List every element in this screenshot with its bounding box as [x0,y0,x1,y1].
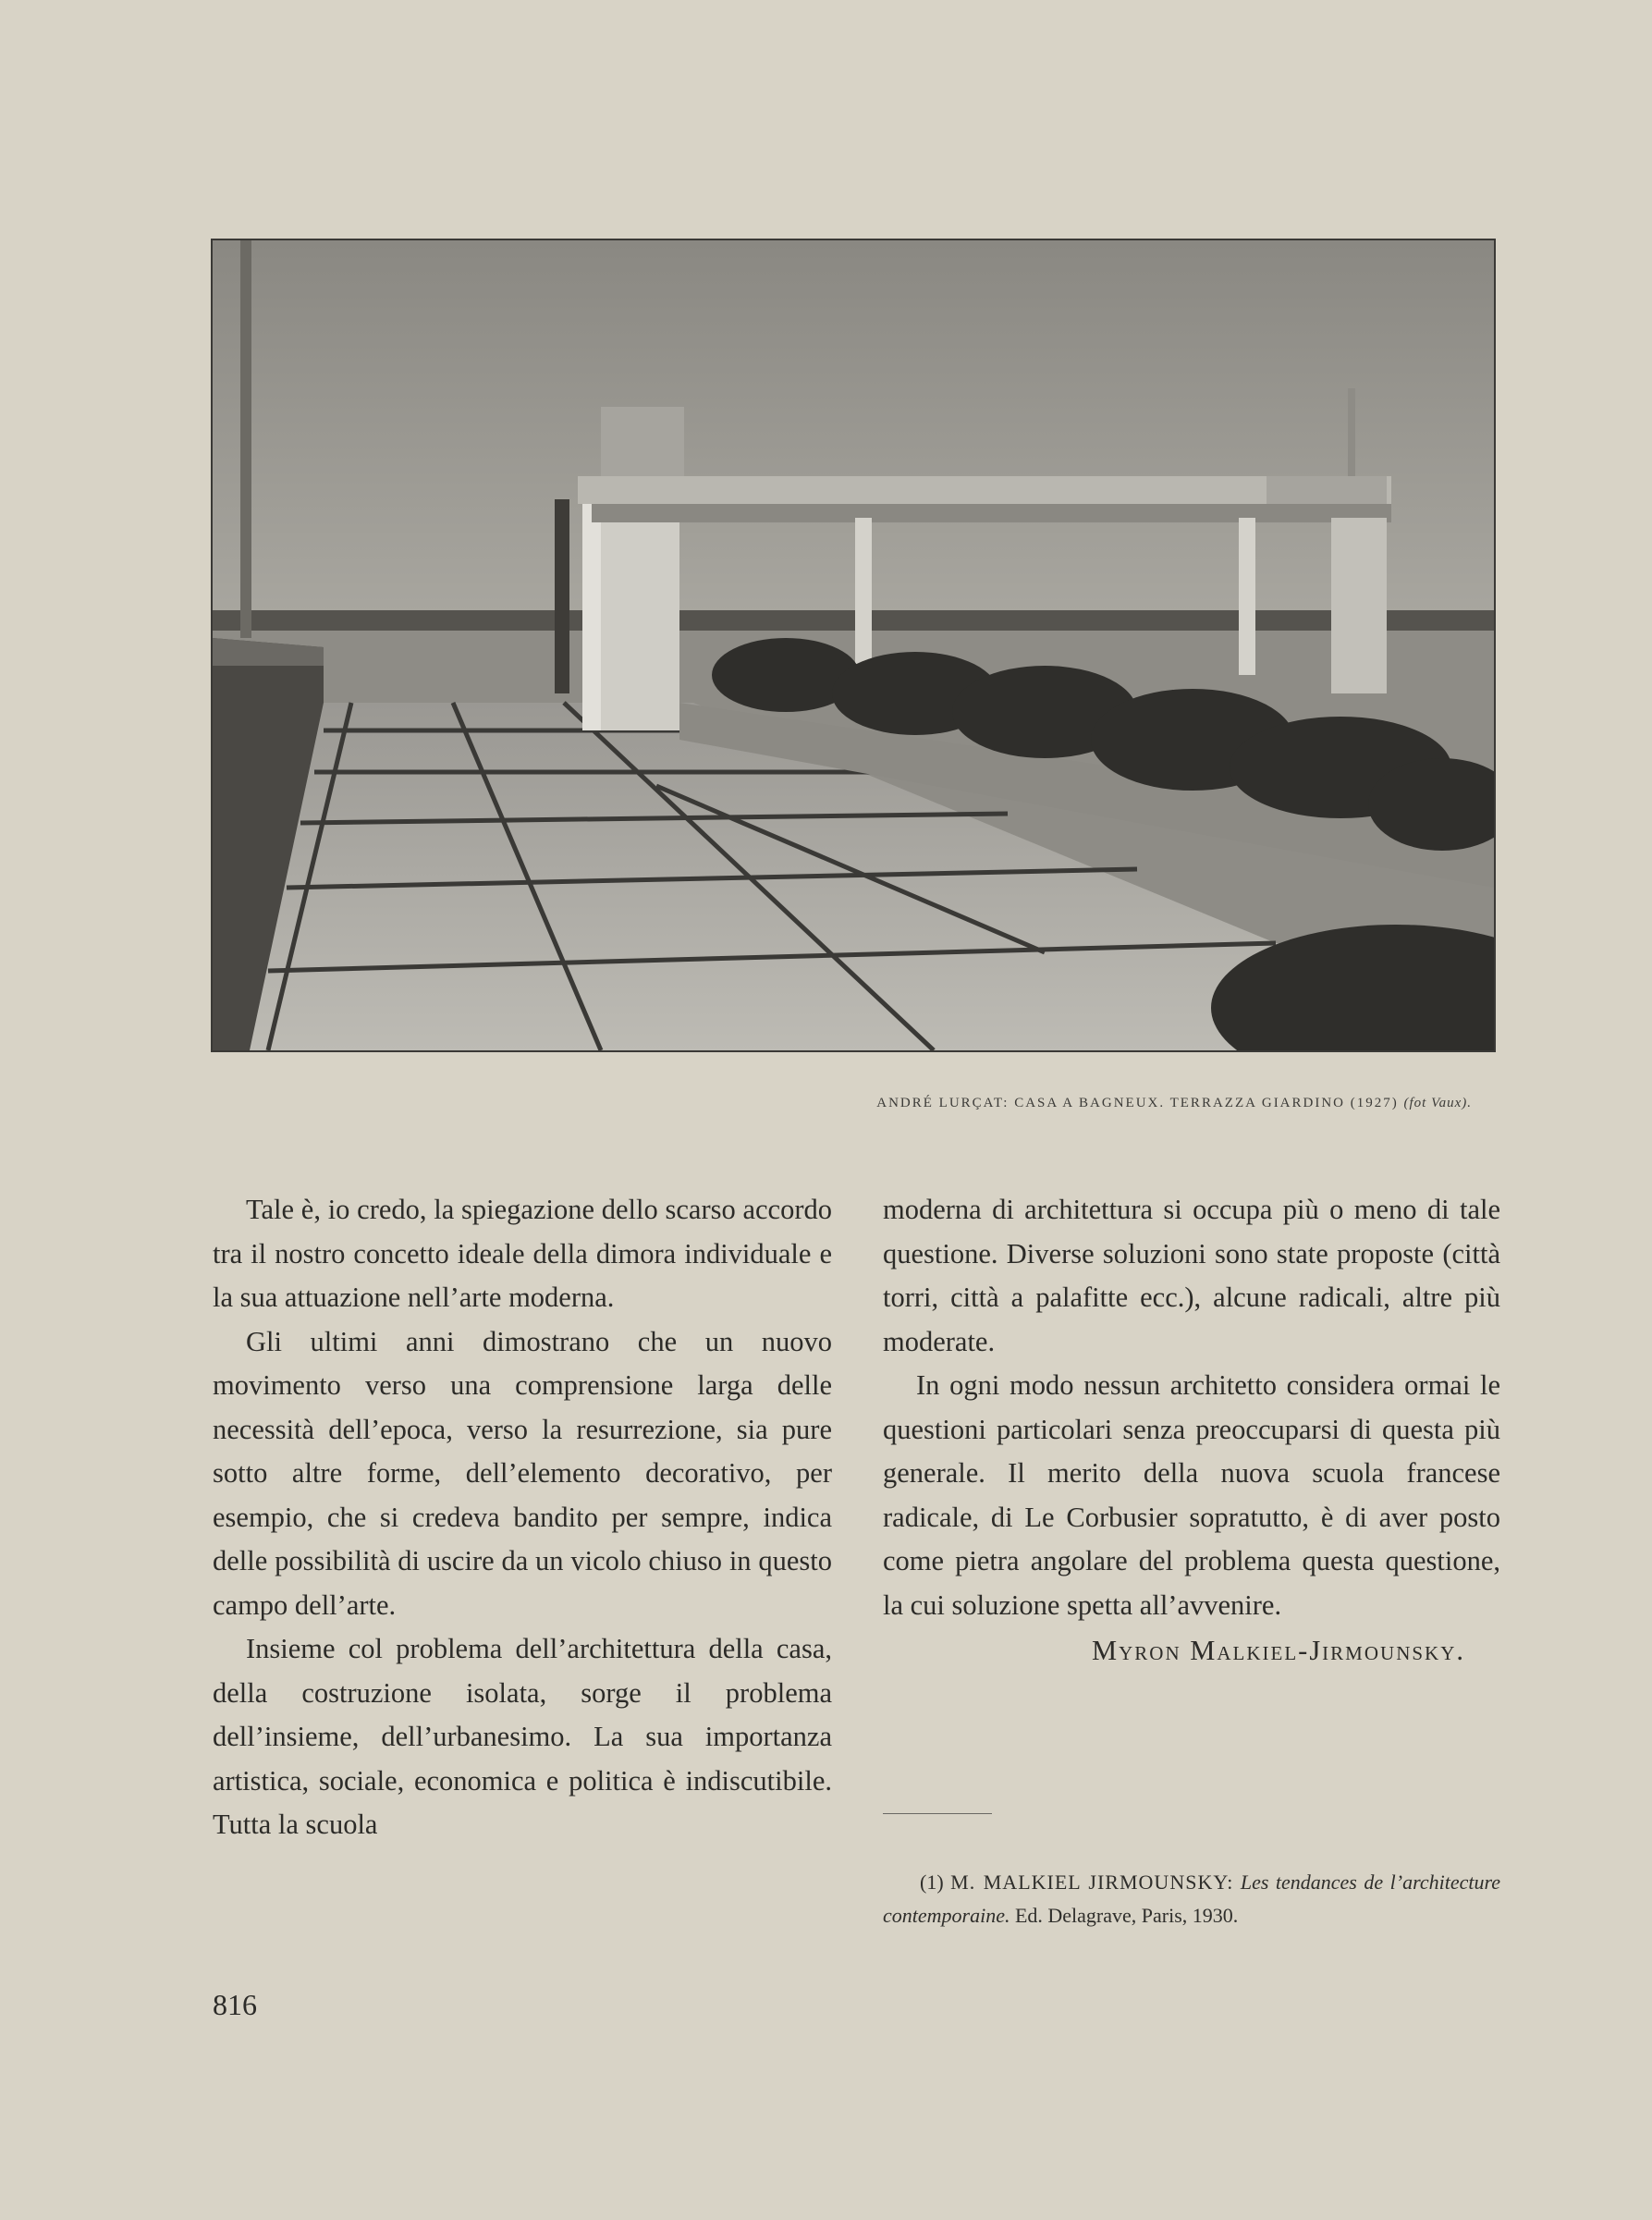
paragraph: Tale è, io credo, la spiegazione dello scarso accordo tra il nostro concetto ideale della dimora individuale e la sua attuazione nell’arte moderna. [213,1194,832,1313]
photo-caption [211,1096,1472,1111]
paragraph: Gli ultimi anni dimostrano che un nuovo movimento verso una comprensione larga delle necessità dell’epoca, verso la resurrezione, sia pure sotto altre forme, dell’elemento decorativo, per esempio, che si credeva bandito per sempre, indica delle possibilità di uscire da un vicolo chiuso in questo campo dell’arte. [213,1325,832,1621]
right-column [883,1188,1500,1674]
paragraph: Insieme col problema dell’architettura della casa, della costruzione isolata, sorge il problema dell’insieme, dell’urbanesimo. La sua importanza artistica, sociale, economica e politica è indiscutibile. Tutta la scuola [213,1633,832,1840]
paragraph: In ogni modo nessun architetto considera ormai le questioni particolari senza preoccuparsi di questa più generale. Il merito della nuova scuola francese radicale, di Le Corbusier sopratutto, è di aver posto come pietra angolare del problema questa questione, la cui soluzione spetta all’avvenire. [883,1369,1500,1621]
footnote-mark: (1) [920,1870,944,1894]
page-number: 816 [213,1988,257,2021]
caption-credit: (fot Vaux). [1403,1096,1472,1110]
footnote [883,1866,1500,1932]
caption-text: ANDRÉ LURÇAT: CASA A BAGNEUX. TERRAZZA GIARDINO (1927) [876,1096,1399,1110]
footnote-divider [883,1813,992,1814]
left-column [213,1188,832,1847]
footnote-publisher: Ed. Delagrave, Paris, 1930. [1014,1904,1239,1927]
paragraph-continuation: moderna di architettura si occupa più o meno di tale questione. Diverse soluzioni sono state proposte (città torri, città a palafitte ecc.), alcune radicali, altre più moderate. [883,1194,1500,1357]
author-signature: Myron Malkiel-Jirmounsky. [1091,1635,1465,1666]
footnote-title: Les tendances de l’architecture contemporaine. [883,1870,1500,1927]
terrace-photo [211,239,1496,1052]
footnote-author: M. MALKIEL JIRMOUNSKY: [950,1870,1234,1894]
